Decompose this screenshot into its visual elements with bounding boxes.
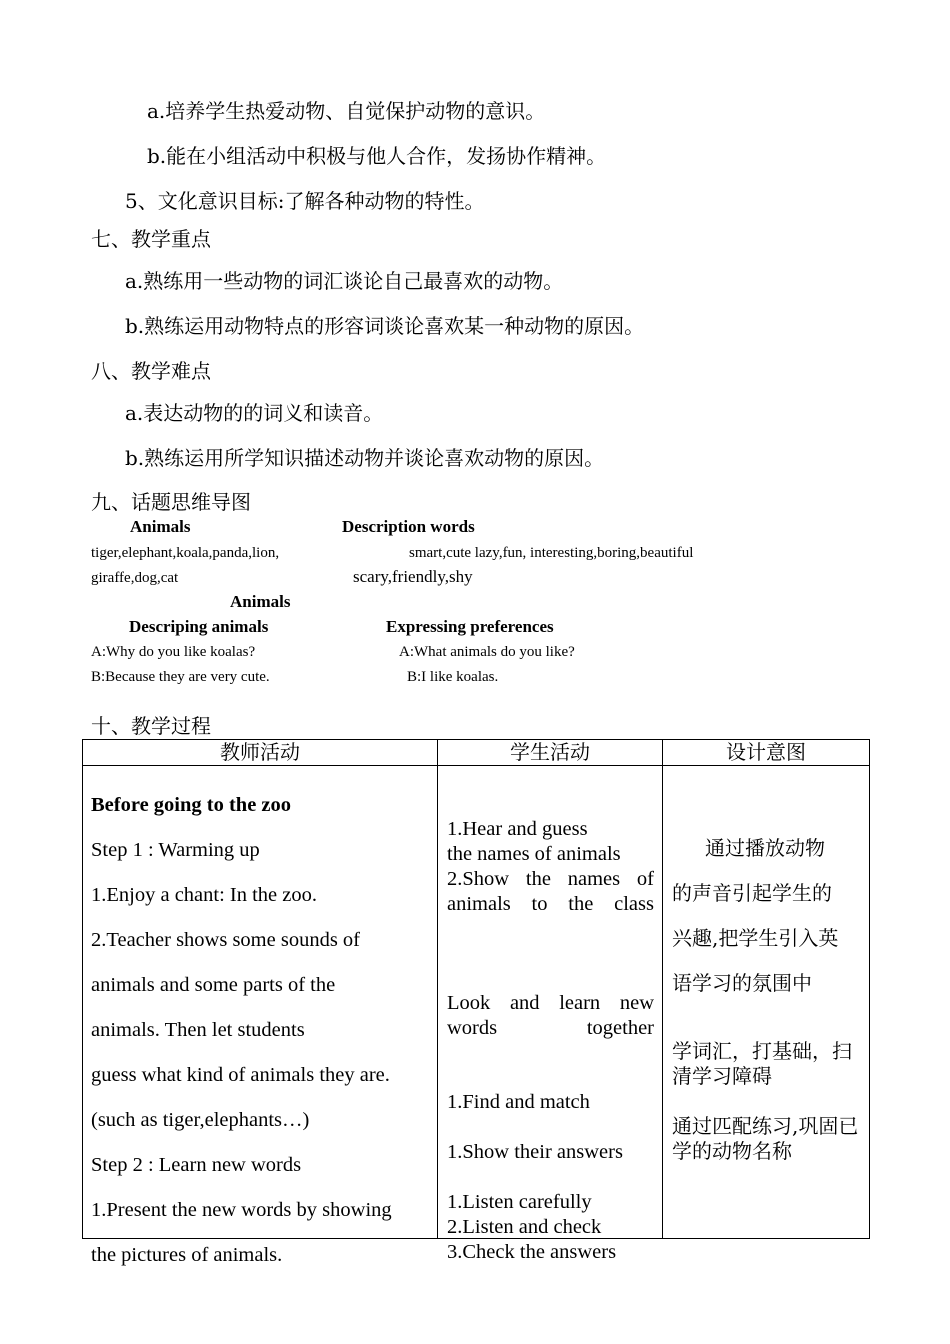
student-listen: 1.Listen carefully (447, 1191, 592, 1213)
difficulty-b: b.熟练运用所学知识描述动物并谈论喜欢动物的原因。 (125, 446, 605, 470)
difficulty-a: a.表达动物的的词义和读音。 (125, 401, 384, 425)
purpose-line: 的声音引起学生的 (672, 881, 832, 905)
difficulties-heading: 八、教学难点 (91, 359, 211, 383)
teacher-line: the pictures of animals. (91, 1244, 283, 1266)
purpose-line: 通过播放动物 (705, 836, 825, 860)
student-answers: 1.Show their answers (447, 1141, 623, 1163)
mindmap-description-list-1: smart,cute lazy,fun, interesting,boring,beautiful (409, 545, 694, 561)
process-table-header-row (83, 740, 870, 766)
teacher-section-title: Before going to the zoo (91, 794, 292, 816)
mindmap-animals-list-2: giraffe,dog,cat (91, 570, 179, 586)
mindmap-preferences-answer: B:I like koalas. (407, 669, 499, 685)
mindmap-animals-label: Animals (130, 517, 191, 536)
header-teacher-activity: 教师活动 (83, 740, 438, 766)
teacher-line: 2.Teacher shows some sounds of (91, 929, 361, 951)
teacher-line: guess what kind of animals they are. (91, 1064, 390, 1086)
purpose-line: 语学习的氛围中 (672, 971, 812, 995)
mindmap-describing-label: Descriping animals (129, 617, 269, 636)
header-design-purpose: 设计意图 (663, 740, 870, 766)
student-activity-cell (438, 766, 663, 1263)
teacher-line: animals and some parts of the (91, 974, 336, 996)
mindmap-center: Animals (230, 592, 291, 611)
header-student-activity: 学生活动 (438, 740, 663, 766)
mindmap-description-list-2: scary,friendly,shy (353, 567, 473, 586)
teacher-line: Step 1 : Warming up (91, 839, 260, 861)
teacher-line: animals. Then let students (91, 1019, 305, 1041)
student-look: Look and learn new words together (447, 992, 654, 1039)
teacher-line: Step 2 : Learn new words (91, 1154, 302, 1176)
teacher-line: 1.Present the new words by showing (91, 1199, 392, 1221)
mindmap-preferences-question: A:What animals do you like? (399, 644, 575, 660)
student-show: 2.Show the names of animals to the class (447, 868, 654, 915)
student-check: 2.Listen and check (447, 1216, 602, 1238)
process-table (82, 739, 870, 1266)
key-points-heading: 七、教学重点 (91, 227, 211, 251)
process-heading: 十、教学过程 (91, 714, 211, 738)
teacher-activity-cell (83, 766, 438, 1266)
key-point-a: a.熟练用一些动物的词汇谈论自己最喜欢的动物。 (125, 269, 564, 293)
mindmap-animals-list-1: tiger,elephant,koala,panda,lion, (91, 545, 280, 561)
culture-objective: 5、文化意识目标:了解各种动物的特性。 (125, 189, 485, 213)
table-row (83, 766, 870, 1239)
objective-b: b.能在小组活动中积极与他人合作，发扬协作精神。 (147, 144, 607, 168)
mindmap-description-label: Description words (342, 517, 475, 536)
student-hear: 1.Hear and guess (447, 818, 588, 840)
purpose-line: 兴趣,把学生引入英 (672, 926, 839, 950)
student-check-answers: 3.Check the answers (447, 1241, 617, 1263)
key-point-b: b.熟练运用动物特点的形容词谈论喜欢某一种动物的原因。 (125, 314, 645, 338)
mindmap-preferences-label: Expressing preferences (386, 617, 554, 636)
student-find: 1.Find and match (447, 1091, 590, 1113)
mindmap-describing-question: A:Why do you like koalas? (91, 644, 256, 660)
purpose-matching: 通过匹配练习,巩固已学的动物名称 (672, 1114, 859, 1163)
teacher-line: (such as tiger,elephants…) (91, 1109, 310, 1131)
student-hear-2: the names of animals (447, 843, 621, 865)
design-purpose-cell (663, 766, 870, 1239)
mindmap-describing-answer: B:Because they are very cute. (91, 669, 270, 685)
purpose-vocabulary: 学词汇，打基础，扫清学习障碍 (672, 1039, 852, 1088)
objective-a: a.培养学生热爱动物、自觉保护动物的意识。 (147, 99, 546, 123)
teacher-line: 1.Enjoy a chant: In the zoo. (91, 884, 318, 906)
mindmap-heading: 九、话题思维导图 (91, 490, 251, 514)
